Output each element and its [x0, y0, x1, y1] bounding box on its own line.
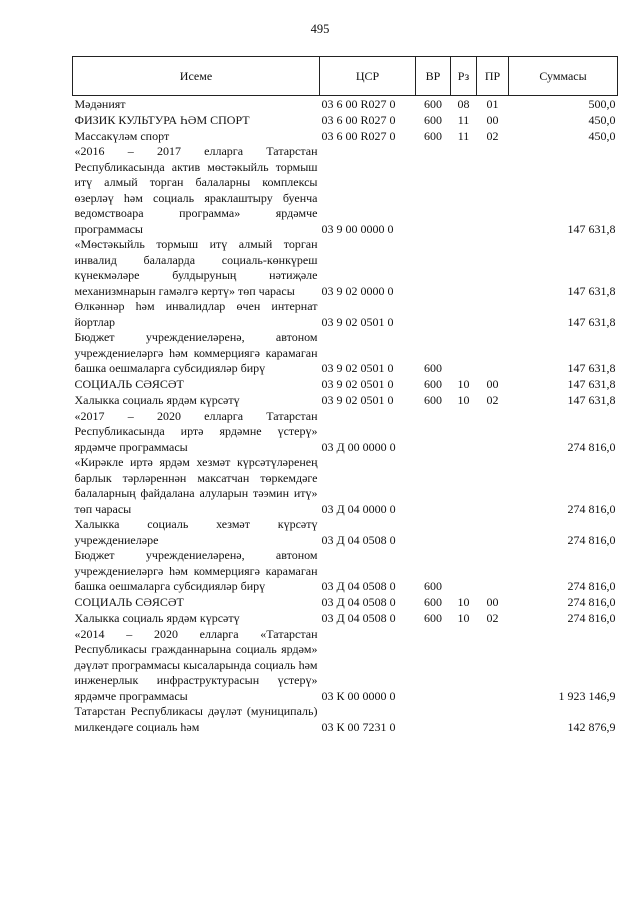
- table-row: [73, 299, 618, 330]
- row-name: СОЦИАЛЬ СӘЯСӘТ: [74, 595, 184, 609]
- row-sum: 450,0: [588, 128, 616, 143]
- table-row: [73, 128, 618, 144]
- table-row: [73, 595, 618, 611]
- row-rz: [451, 409, 477, 456]
- row-rz: 11: [457, 128, 470, 143]
- row-rz: [451, 299, 477, 330]
- row-pr: [477, 455, 509, 517]
- row-pr: [477, 237, 509, 299]
- table-row: [73, 627, 618, 705]
- header-vr: ВР: [416, 57, 451, 96]
- row-pr: [477, 548, 509, 595]
- row-csr: 03 Д 04 0508 0: [321, 532, 396, 547]
- row-vr: 600: [424, 96, 442, 111]
- row-rz: 10: [457, 393, 470, 407]
- row-csr: 03 Д 04 0508 0: [321, 595, 396, 609]
- row-pr: [477, 704, 509, 735]
- row-name: «2016 – 2017 елларга Татарстан Республикасында актив мөстәкыйль тормыш итү алмый торган балаларны комплексы өзерләү һәм социаль яраклаштыру буенча ведомствоара программа» ярдәмче программасы: [74, 144, 318, 236]
- row-vr: 600: [424, 377, 442, 391]
- table-row: [73, 237, 618, 299]
- budget-table: [72, 56, 618, 735]
- header-rz: Рз: [451, 57, 477, 96]
- row-name: «Мөстәкыйль тормыш итү алмый торган инвалид балаларда социаль-көнкүреш күнекмәләре булдыруның нәтиҗәле механизмнарын гамәлгә кертү» төп чарасы: [74, 237, 318, 298]
- row-csr: 03 9 02 0501 0: [321, 314, 394, 329]
- row-pr: [477, 144, 509, 237]
- table-row: [73, 393, 618, 409]
- row-sum: 147 631,8: [567, 283, 616, 298]
- row-csr: 03 6 00 R027 0: [321, 112, 396, 127]
- row-name: Массакүләм спорт: [74, 128, 170, 143]
- row-pr: 00: [486, 595, 499, 609]
- row-vr: 600: [424, 361, 442, 375]
- row-sum: 274 816,0: [567, 439, 616, 454]
- table-row: [73, 704, 618, 735]
- row-name: Халыкка социаль ярдәм күрсәтү: [74, 611, 240, 625]
- row-pr: [477, 299, 509, 330]
- row-rz: [451, 237, 477, 299]
- row-name: Халыкка социаль ярдәм күрсәтү: [74, 393, 240, 407]
- row-pr: 02: [486, 393, 499, 407]
- row-pr: 02: [486, 611, 499, 625]
- row-pr: 00: [486, 377, 499, 391]
- row-vr: [416, 517, 451, 548]
- row-vr: 600: [424, 112, 442, 127]
- row-name: «2017 – 2020 елларга Татарстан Республикасында иртә ярдәмне үстерү» ярдәмче программасы: [74, 408, 318, 454]
- header-name: Исеме: [73, 57, 320, 96]
- row-name: Бюджет учреждениеләренә, автоном учреждениеләргә һәм коммерциягә карамаган башка оешмаларга субсидияләр бирү: [74, 330, 318, 375]
- table-body: [73, 96, 618, 736]
- row-vr: 600: [424, 393, 442, 407]
- row-sum: 274 816,0: [567, 611, 616, 625]
- row-vr: 600: [424, 128, 442, 143]
- row-csr: 03 Д 04 0000 0: [321, 501, 396, 516]
- row-sum: 274 816,0: [567, 579, 616, 593]
- row-sum: 274 816,0: [567, 501, 616, 516]
- row-name: ФИЗИК КУЛЬТУРА ҺӘМ СПОРТ: [74, 112, 250, 127]
- row-sum: 450,0: [588, 112, 616, 127]
- table-row: [73, 330, 618, 377]
- row-sum: 142 876,9: [567, 719, 616, 734]
- table-row: [73, 409, 618, 456]
- row-pr: [477, 330, 509, 377]
- row-rz: 10: [457, 611, 470, 625]
- row-csr: 03 9 02 0501 0: [321, 393, 394, 407]
- row-csr: 03 9 00 0000 0: [321, 221, 394, 236]
- row-vr: [416, 627, 451, 705]
- row-sum: 147 631,8: [567, 314, 616, 329]
- table-row: [73, 144, 618, 237]
- row-name: Мәдәният: [74, 96, 126, 111]
- row-sum: 274 816,0: [567, 532, 616, 547]
- row-vr: [416, 704, 451, 735]
- row-csr: 03 9 02 0000 0: [321, 283, 394, 298]
- row-name: Өлкәннәр һәм инвалидлар өчен интернат йортлар: [74, 299, 318, 329]
- row-pr: 01: [486, 96, 499, 111]
- table-header: [73, 57, 618, 96]
- row-vr: [416, 409, 451, 456]
- row-csr: 03 Д 04 0508 0: [321, 579, 396, 593]
- table-row: [73, 96, 618, 113]
- row-pr: [477, 409, 509, 456]
- row-pr: 00: [486, 112, 499, 127]
- row-sum: 274 816,0: [567, 595, 616, 609]
- row-rz: [451, 455, 477, 517]
- row-csr: 03 6 00 R027 0: [321, 96, 396, 111]
- row-csr: 03 Д 04 0508 0: [321, 611, 396, 625]
- row-rz: [451, 330, 477, 377]
- row-name: Татарстан Республикасы дәүләт (муниципаль) милкендәге социаль һәм: [74, 704, 318, 734]
- row-csr: 03 6 00 R027 0: [321, 128, 396, 143]
- row-sum: 147 631,8: [567, 377, 616, 391]
- table-row: [73, 548, 618, 595]
- row-pr: [477, 627, 509, 705]
- row-name: Халыкка социаль хезмәт күрсәтү учреждениеләре: [74, 517, 318, 547]
- row-csr: 03 К 00 0000 0: [321, 688, 396, 703]
- header-csr: ЦСР: [320, 57, 416, 96]
- row-vr: 600: [424, 579, 442, 593]
- row-rz: 10: [457, 377, 470, 391]
- row-name: «2014 – 2020 елларга «Татарстан Республикасы гражданнарына социаль ярдәм» дәүләт программасы кысаларында социаль һәм инженерлык инфраструктурасын үстерү» ярдәмче программасы: [74, 626, 318, 703]
- row-sum: 1 923 146,9: [558, 688, 616, 703]
- row-sum: 500,0: [588, 96, 616, 111]
- row-pr: [477, 517, 509, 548]
- row-name: СОЦИАЛЬ СӘЯСӘТ: [74, 377, 184, 391]
- row-rz: [451, 517, 477, 548]
- row-sum: 147 631,8: [567, 393, 616, 407]
- row-vr: 600: [424, 611, 442, 625]
- page-number: 495: [310, 22, 330, 36]
- row-csr: 03 9 02 0501 0: [321, 377, 394, 391]
- row-rz: [451, 548, 477, 595]
- table-row: [73, 517, 618, 548]
- row-csr: 03 К 00 7231 0: [321, 719, 396, 734]
- table-row: [73, 377, 618, 393]
- row-rz: 11: [457, 112, 470, 127]
- row-rz: 08: [457, 96, 470, 111]
- row-rz: [451, 144, 477, 237]
- row-csr: 03 9 02 0501 0: [321, 361, 394, 375]
- row-rz: [451, 627, 477, 705]
- table-row: [73, 455, 618, 517]
- row-rz: 10: [457, 595, 470, 609]
- header-pr: ПР: [477, 57, 509, 96]
- table-row: [73, 611, 618, 627]
- row-vr: [416, 299, 451, 330]
- row-csr: 03 Д 00 0000 0: [321, 439, 396, 454]
- row-name: «Кирәкле иртә ярдәм хезмәт күрсәтүләренең барлык тәрләреннән максатчан төркемдәге балаларның файдалана алуларын тәэмин итү» төп чарасы: [74, 455, 318, 516]
- row-vr: [416, 144, 451, 237]
- row-vr: [416, 455, 451, 517]
- row-pr: 02: [486, 128, 499, 143]
- header-sum: Суммасы: [509, 57, 618, 96]
- row-vr: 600: [424, 595, 442, 609]
- row-rz: [451, 704, 477, 735]
- row-vr: [416, 237, 451, 299]
- row-name: Бюджет учреждениеләренә, автоном учреждениеләргә һәм коммерциягә карамаган башка оешмаларга субсидияләр бирү: [74, 548, 318, 593]
- row-sum: 147 631,8: [567, 361, 616, 375]
- row-sum: 147 631,8: [567, 221, 616, 236]
- table-row: [73, 112, 618, 128]
